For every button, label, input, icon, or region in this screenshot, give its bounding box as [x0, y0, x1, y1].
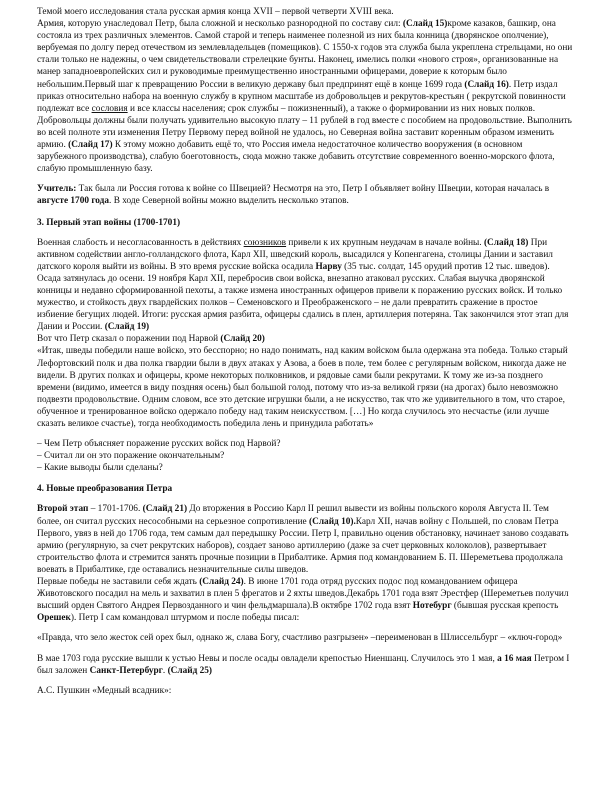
section-4-heading: 4. Новые преобразования Петра [37, 484, 173, 495]
second-stage-label: Второй этап [37, 504, 89, 515]
question-3: – Какие выводы были сделаны? [37, 463, 163, 474]
slide-10-ref: (Слайд 10). [309, 516, 356, 527]
narva-name: Нарву [315, 261, 342, 272]
intro-line: Темой моего исследования стала русская армия конца XVII – первой четверти XVIII века. [37, 7, 394, 17]
war-start-date: августе 1700 года [37, 196, 110, 207]
first-stage-paragraph: Военная слабость и несогласованность в действиях союзников привели к их крупным неудачам в начале войны. (Слайд 18) При активном содействии англо-голландского флота, Карл XII, шведский король, высадился у Копенгагена, столицы Дании и заставил датского короля выйти из войны. В это время русские войска осадила Нарву (35 тыс. солдат, 145 орудий против 12 тыс. шведов). Осада затянулась до осени. 19 ноября Карл XII, перебросив свои войска, внезапно атаковал русских. Слабая выучка дворянской конницы и недавно сформированной пехоты, а также измена иностранных офицеров привели к поражению русских войск. И только мужество, и стойкость двух гвардейских полков – Семеновского и Преображенского – не дали превратить сражение в простое избиение бегущих людей. Итоги: русская армия разбита, офицеры сдались в плен, артиллерия потеряна. Так закончился этот этап для Дании и России. (Слайд 19) [37, 237, 569, 333]
pushkin-line: А.С. Пушкин «Медный всадник»: [37, 685, 172, 696]
oreshek-quote: «Правда, что зело жесток сей орех был, однако ж, слава Богу, счастливо разгрызен» –переименован в Шлиссельбург – «ключ-город» [37, 633, 563, 644]
peter-narva-quote: «Итак, шведы победили наше войско, это бесспорно; но надо понимать, над каким войском была одержана эта победа. Только старый Лефортовский полк и два полка гвардии были в двух атаках у Азова, а боев в поле, тем более с регулярным войском, никогда даже не видели. В других полках и офицеры, кроме некоторых полковников, и рядовые сами были рекрутами. К тому же из-за позднего времени (видимо, имеется в виду поздняя осень) был большой голод, потому что из-за великой грязи (на дрогах) было невозможно подвезти продовольствие. Одним словом, все это детские игрушки были, а не искусство, так что же удивительного в том, что старое, обученное и тренированное войско одержало победу над таким неискусством. […] Но когда случилось это несчастье (или лучше сказать великое счастье), тогда необходимость победила лень и принудила работать» [37, 346, 568, 429]
second-stage-paragraph: Второй этап – 1701-1706. (Слайд 21) До вторжения в Россию Карл II решил вывести из войны польского короля Августа II. Тем более, он считал русских несособными на серьезное сопротивление (Слайд 10).Карл XII, начав войну с Польшей, по словам Петра Первого, увяз в ней до 1706 года, тем самым дал передышку России. Петр I, правильно оценив обстановку, начинает заново создавать армию (регулярную, за счет рекрутских наборов), создает заново артиллерию (даже за счет церковных колоколов), развертывает строительство флота и стремится занять прочные позиции в Прибалтике. Армия под командованием Б. П. Шереметьева продолжала воевать в Прибалтике, где оставались незначительные силы шведов. [37, 504, 569, 575]
foundation-date: а 16 мая [497, 653, 532, 664]
oreshek-name: Орешек [37, 613, 71, 624]
army-paragraph: Армия, которую унаследовал Петр, была сложной и несколько разнородной по составу сил: (Слайд 15)кроме казаков, башкир, она состояла из трех различных элементов. Самой старой и теперь наименее полезной из них была конница (дворянское ополчение), вербуемая по долгу перед отечеством из землевладельцев (помещиков). С 1550-х годов эта служба была укреплена стрельцами, но они стали только не надежны, о чем свидетельствовали стрелецкие бунты. Наконец, имелись полки «нового строя», организованные на манер западноевропейских сил и руководимые преимущественно иностранными офицерами, доверие к которым было небольшим.Первый шаг к превращению России в великую державу был предпринят ещё в конце 1699 года (Слайд 16). Петр издал приказ относительно набора на военную службу в крупном масштабе из добровольцев и рекрутов-крестьян ( рекрутской повинности подлежат все сословия и все классы населения; срок службы – пожизненный), а также о формировании из них новых полков. Добровольцы должны были получать удивительно высокую плату – 11 рублей в год вместе с пособием на продовольствие. Выполнить во всей полноте эти изменения Петру Первому перед войной не удалось, но Северная война заставит коренным образом изменить армию. (Слайд 17) К этому можно добавить ещё то, что Россия имела недостаточное количество вооружения (в основном зарубежного производства), слабую боеготовность, сюда можно также добавить отсутствие современного военно-морского флота, слабую промышленную базу. [37, 19, 573, 175]
link-sosloviya[interactable]: сословия [91, 103, 128, 114]
teacher-paragraph: Учитель: Так была ли Россия готова к войне со Швецией? Несмотря на это, Петр I объявляет войну Швеции, которая началась в августе 1700 года. В ходе Северной войны можно выделить несколько этапов. [37, 184, 550, 207]
question-2: – Считал ли он это поражение окончательным? [37, 451, 225, 462]
slide-17-ref: (Слайд 17) [68, 140, 113, 151]
slide-18-ref: (Слайд 18) [483, 237, 529, 248]
noteburg-name: Нотебург [412, 601, 452, 612]
section-3-heading: 3. Первый этап войны (1700-1701) [37, 217, 181, 228]
slide-25-ref: (Слайд 25) [167, 665, 213, 676]
slide-19-ref: (Слайд 19) [104, 322, 150, 333]
slide-16-ref: (Слайд 16) [464, 79, 509, 90]
first-victories-paragraph: Первые победы не заставили себя ждать (Слайд 24). В июне 1701 года отряд русских подос под командованием офицера Животовского посадил на мель и захватил в плен 5 фрегатов и 2 яхты шведов.Декабрь 1701 года взят Эрестфер (Шереметьев получил высший орден Святого Андрея Первозданного и чин фельдмаршала).В октябре 1702 года взят Нотебург (бывшая русская крепость Орешек). Петр I сам командовал штурмом и после победы писал: [37, 577, 569, 624]
narva-intro-line: Вот что Петр сказал о поражении под Нарвой (Слайд 20) [37, 334, 265, 345]
link-soyuznikov[interactable]: союзников [243, 237, 287, 248]
teacher-label: Учитель: [37, 184, 77, 195]
slide-15-ref: (Слайд 15) [402, 19, 448, 30]
petersburg-name: Санкт-Петербург [89, 665, 163, 676]
slide-20-ref: (Слайд 20) [220, 334, 265, 345]
question-1: – Чем Петр объясняет поражение русских войск под Нарвой? [37, 439, 281, 450]
petersburg-paragraph: В мае 1703 года русские вышли к устью Невы и после осады овладели крепостью Ниеншанц. Случилось это 1 мая, а 16 мая Петром I был заложен Санкт-Петербург. (Слайд 25) [37, 653, 570, 676]
slide-21-ref: (Слайд 21) [142, 504, 188, 515]
slide-24-ref: (Слайд 24) [199, 577, 244, 588]
